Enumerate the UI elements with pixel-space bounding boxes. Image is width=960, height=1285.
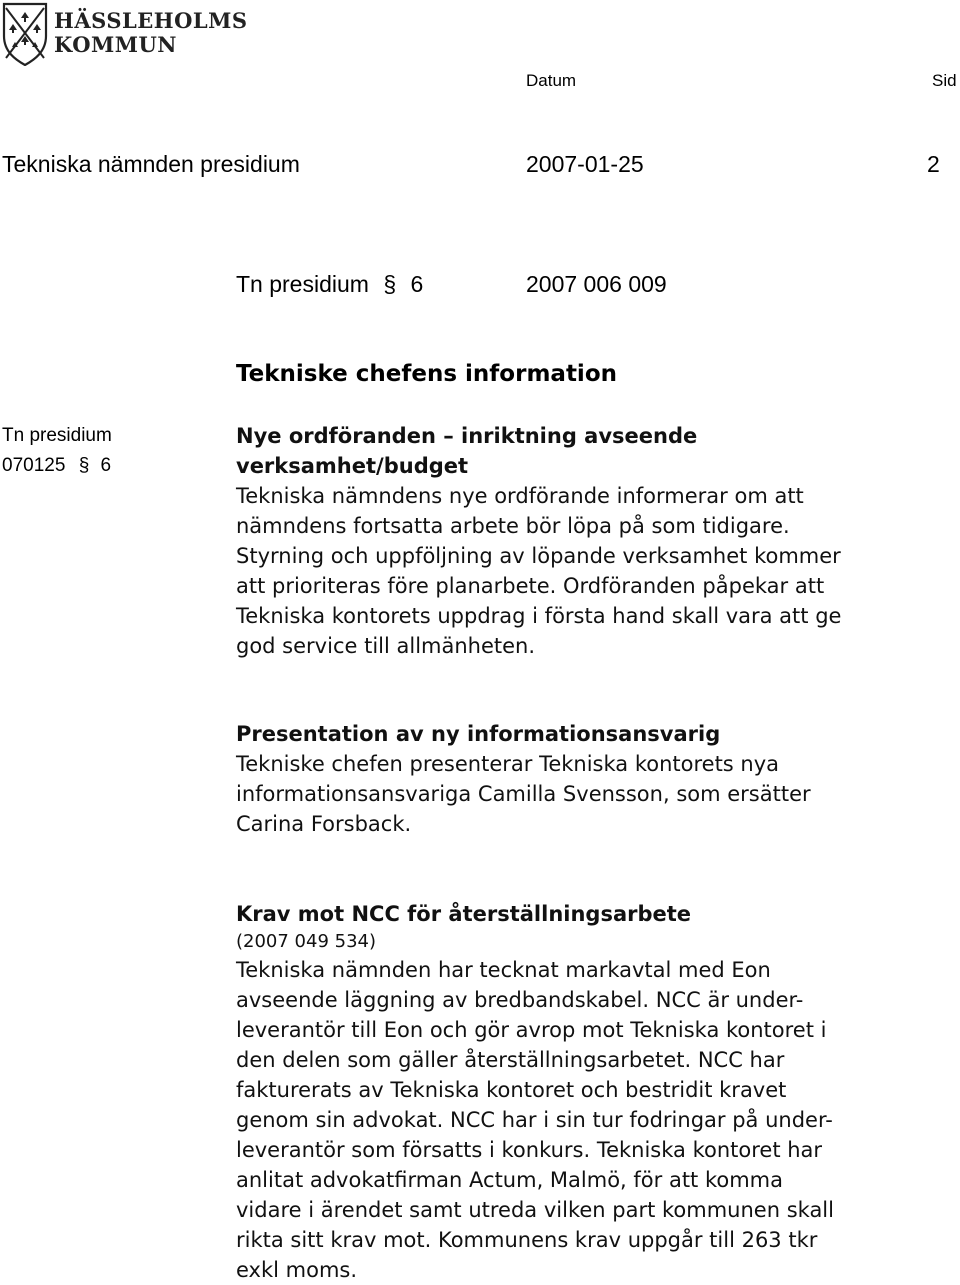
section-presentation (236, 719, 811, 839)
margin-note (2, 421, 112, 481)
margin-note-paragraph: 6 (100, 455, 112, 476)
body-line: Styrning och uppföljning av löpande verksamhet kommer (236, 544, 841, 568)
diary-number: 2007 006 009 (526, 271, 667, 297)
margin-note-sign: § (78, 455, 90, 476)
section-nye-ordforanden (236, 421, 841, 661)
page-number: 2 (927, 151, 940, 177)
case-reference: (2007 049 534) (236, 931, 377, 952)
body-line: leverantör till Eon och gör avrop mot Tekniska kontoret i (236, 1018, 827, 1042)
body-line: Tekniska nämndens nye ordförande informerar om att (236, 484, 804, 508)
body-line: exkl moms. (236, 1258, 358, 1282)
section-heading (236, 719, 811, 749)
paragraph-number: 6 (410, 271, 424, 297)
margin-note-date: 070125 (2, 455, 66, 476)
body-line: god service till allmänheten. (236, 634, 536, 658)
margin-note-line2 (2, 451, 112, 481)
body-line: att prioriteras före planarbete. Ordföranden påpekar att (236, 574, 825, 598)
body-line: Carina Forsback. (236, 812, 412, 836)
datum-label: Datum (526, 71, 577, 90)
section-body (236, 955, 834, 1285)
section-krav-ncc (236, 899, 834, 1285)
body-line: den delen som gäller återställningsarbetet. NCC har (236, 1048, 785, 1072)
reference-label: Tn presidium (236, 271, 369, 297)
body-line: anlitat advokatfirman Actum, Malmö, för att komma (236, 1168, 784, 1192)
body-line: Tekniska nämnden har tecknat markavtal med Eon (236, 958, 771, 982)
body-line: informationsansvariga Camilla Svensson, som ersätter (236, 782, 811, 806)
body-line: leverantör som försatts i konkurs. Tekniska kontoret har (236, 1138, 823, 1162)
body-line: avseende läggning av bredbandskabel. NCC är under- (236, 988, 804, 1012)
org-name-line1: HÄSSLEHOLMS (54, 8, 248, 33)
body-line: nämndens fortsatta arbete bör löpa på som tidigare. (236, 514, 790, 538)
heading-line: verksamhet/budget (236, 454, 469, 478)
body-line: vidare i ärendet samt utreda vilken part kommunen skall (236, 1198, 834, 1222)
body-line: rikta sitt krav mot. Kommunens krav uppgår till 263 tkr (236, 1228, 818, 1252)
heading-line: Nye ordföranden – inriktning avseende (236, 424, 698, 448)
heading-line: Krav mot NCC för återställningsarbete (236, 902, 692, 926)
org-name-line2: KOMMUN (54, 32, 177, 57)
reference-line (236, 271, 423, 298)
body-line: Tekniske chefen presenterar Tekniska kontorets nya (236, 752, 780, 776)
coat-of-arms-icon (2, 2, 48, 66)
section-heading (236, 899, 834, 929)
body-line: fakturerats av Tekniska kontoret och bestridit kravet (236, 1078, 787, 1102)
sid-label: Sid (932, 71, 957, 90)
body-line: genom sin advokat. NCC har i sin tur fodringar på under- (236, 1108, 833, 1132)
main-heading: Tekniske chefens information (236, 361, 617, 387)
body-name: Tekniska nämnden presidium (2, 151, 300, 177)
section-heading (236, 421, 841, 481)
heading-line: Presentation av ny informationsansvarig (236, 722, 721, 746)
paragraph-sign: § (383, 271, 397, 297)
margin-note-line1: Tn presidium (2, 425, 112, 446)
section-body (236, 749, 811, 839)
meeting-date: 2007-01-25 (526, 151, 644, 177)
body-line: Tekniska kontorets uppdrag i första hand skall vara att ge (236, 604, 842, 628)
section-body (236, 481, 841, 661)
